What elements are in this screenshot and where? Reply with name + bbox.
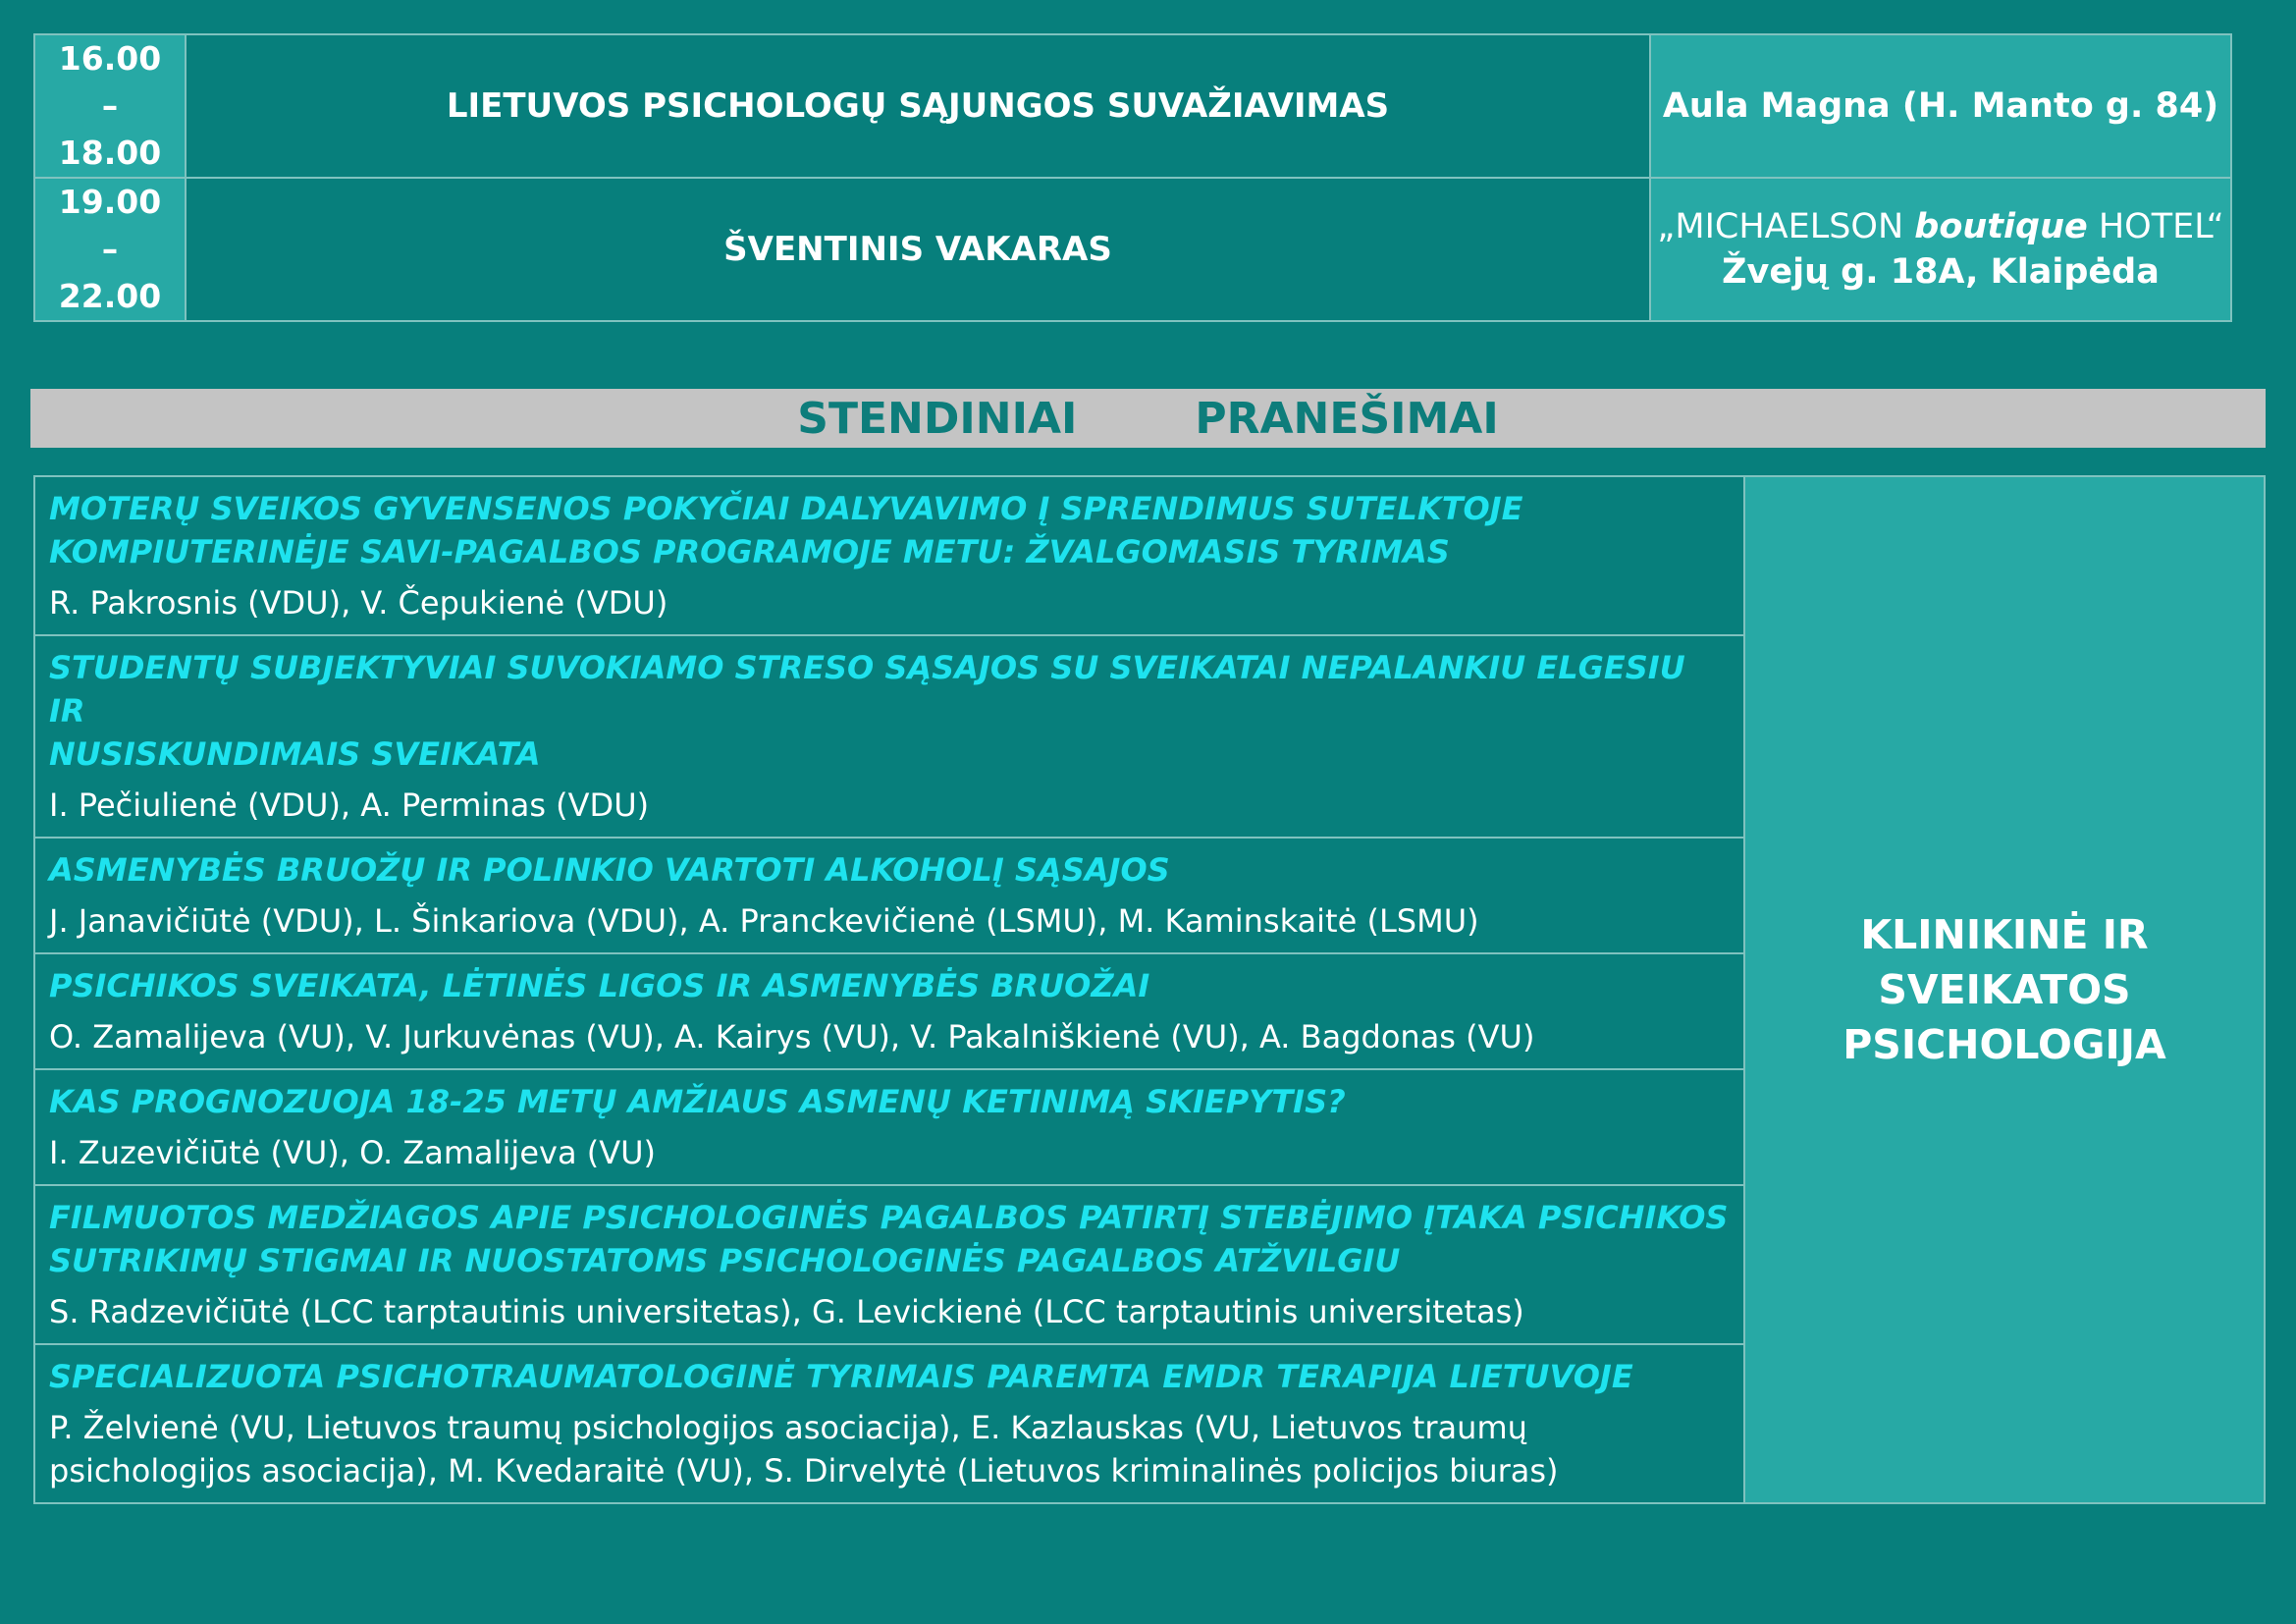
poster-author-line: O. Zamalijeva (VU), V. Jurkuvėnas (VU), A. Kairys (VU), V. Pakalniškienė (VU), A. Bagdonas (VU): [49, 1018, 1535, 1056]
schedule-table: [33, 33, 2232, 322]
poster-authors: [49, 1015, 1730, 1058]
venue-hotel-italic: boutique: [1914, 207, 2088, 246]
poster-title-line: MOTERŲ SVEIKOS GYVENSENOS POKYČIAI DALYVAVIMO Į SPRENDIMUS SUTELKTOJE: [49, 490, 1523, 527]
poster-title-line: FILMUOTOS MEDŽIAGOS APIE PSICHOLOGINĖS PAGALBOS PATIRTĮ STEBĖJIMO ĮTAKA PSICHIKOS: [49, 1199, 1729, 1236]
poster-title: [49, 1196, 1730, 1282]
event-cell: ŠVENTINIS VAKARAS: [186, 178, 1650, 321]
poster-row: [34, 476, 2265, 635]
posters-table: [33, 475, 2266, 1504]
time-cell: [34, 178, 186, 321]
poster-authors: [49, 899, 1730, 943]
poster-item: [34, 1185, 1744, 1344]
poster-title-line: ASMENYBĖS BRUOŽŲ IR POLINKIO VARTOTI ALKOHOLĮ SĄSAJOS: [49, 851, 1170, 889]
poster-title-line: PSICHIKOS SVEIKATA, LĖTINĖS LIGOS IR ASMENYBĖS BRUOŽAI: [49, 967, 1150, 1004]
poster-title-line: STUDENTŲ SUBJEKTYVIAI SUVOKIAMO STRESO SĄSAJOS SU SVEIKATAI NEPALANKIU ELGESIU IR: [49, 649, 1685, 730]
time-dash: –: [101, 230, 119, 268]
poster-title: [49, 848, 1730, 892]
poster-author-line: J. Janavičiūtė (VDU), L. Šinkariova (VDU), A. Pranckevičienė (LSMU), M. Kaminskaitė (LSMU): [49, 902, 1479, 940]
venue-cell: Aula Magna (H. Manto g. 84): [1650, 34, 2231, 178]
time-start: 19.00: [58, 183, 162, 221]
poster-title: [49, 487, 1730, 573]
schedule-row: [34, 178, 2231, 321]
poster-item: [34, 953, 1744, 1069]
venue-line-1: [1651, 204, 2230, 249]
poster-title-line: KAS PROGNOZUOJA 18-25 METŲ AMŽIAUS ASMENŲ KETINIMĄ SKIEPYTIS?: [49, 1083, 1346, 1120]
poster-item: [34, 1344, 1744, 1503]
poster-author-line: psichologijos asociacija), M. Kvedaraitė (VU), S. Dirvelytė (Lietuvos kriminalinės policijos biuras): [49, 1452, 1559, 1489]
time-start: 16.00: [58, 39, 162, 78]
poster-author-line: P. Želvienė (VU, Lietuvos traumų psichologijos asociacija), E. Kazlauskas (VU, Lietuvos traumų: [49, 1409, 1527, 1446]
poster-authors: [49, 1290, 1730, 1333]
poster-authors: [49, 581, 1730, 624]
venue-cell: [1650, 178, 2231, 321]
poster-title-line: NUSISKUNDIMAIS SVEIKATA: [49, 735, 541, 773]
category-label: KLINIKINĖ IR SVEIKATOS: [1860, 911, 2149, 1013]
venue-hotel-suffix: HOTEL“: [2087, 207, 2224, 246]
poster-title: [49, 1355, 1730, 1398]
poster-title-line: SUTRIKIMŲ STIGMAI IR NUOSTATOMS PSICHOLOGINĖS PAGALBOS ATŽVILGIU: [49, 1242, 1401, 1279]
section-header: [30, 389, 2266, 448]
poster-title: [49, 964, 1730, 1007]
category-label: PSICHOLOGIJA: [1842, 1021, 2166, 1068]
poster-author-line: I. Pečiulienė (VDU), A. Perminas (VDU): [49, 786, 650, 824]
venue-line-2: Žvejų g. 18A, Klaipėda: [1722, 252, 2160, 292]
poster-item: [34, 1069, 1744, 1185]
section-word-1: STENDINIAI: [797, 394, 1078, 444]
poster-authors: [49, 1131, 1730, 1174]
poster-item: [34, 838, 1744, 953]
poster-title-line: KOMPIUTERINĖJE SAVI-PAGALBOS PROGRAMOJE METU: ŽVALGOMASIS TYRIMAS: [49, 533, 1450, 570]
time-cell: [34, 34, 186, 178]
posters-body: [34, 476, 2265, 1503]
schedule-row: [34, 34, 2231, 178]
poster-author-line: R. Pakrosnis (VDU), V. Čepukienė (VDU): [49, 584, 668, 622]
poster-title-line: SPECIALIZUOTA PSICHOTRAUMATOLOGINĖ TYRIMAIS PAREMTA EMDR TERAPIJA LIETUVOJE: [49, 1358, 1633, 1395]
poster-item: [34, 635, 1744, 838]
poster-authors: [49, 1406, 1730, 1492]
event-cell: LIETUVOS PSICHOLOGŲ SĄJUNGOS SUVAŽIAVIMAS: [186, 34, 1650, 178]
poster-title: [49, 646, 1730, 776]
section-word-2: PRANEŠIMAI: [1195, 394, 1499, 444]
poster-author-line: I. Zuzevičiūtė (VU), O. Zamalijeva (VU): [49, 1134, 656, 1171]
poster-author-line: S. Radzevičiūtė (LCC tarptautinis universitetas), G. Levickienė (LCC tarptautinis universitetas): [49, 1293, 1524, 1330]
venue-hotel-prefix: „MICHAELSON: [1657, 207, 1915, 246]
poster-authors: [49, 784, 1730, 827]
time-end: 18.00: [58, 134, 162, 172]
time-end: 22.00: [58, 277, 162, 315]
category-cell: [1744, 476, 2265, 1503]
poster-item: [34, 476, 1744, 635]
time-dash: –: [101, 86, 119, 125]
poster-title: [49, 1080, 1730, 1123]
